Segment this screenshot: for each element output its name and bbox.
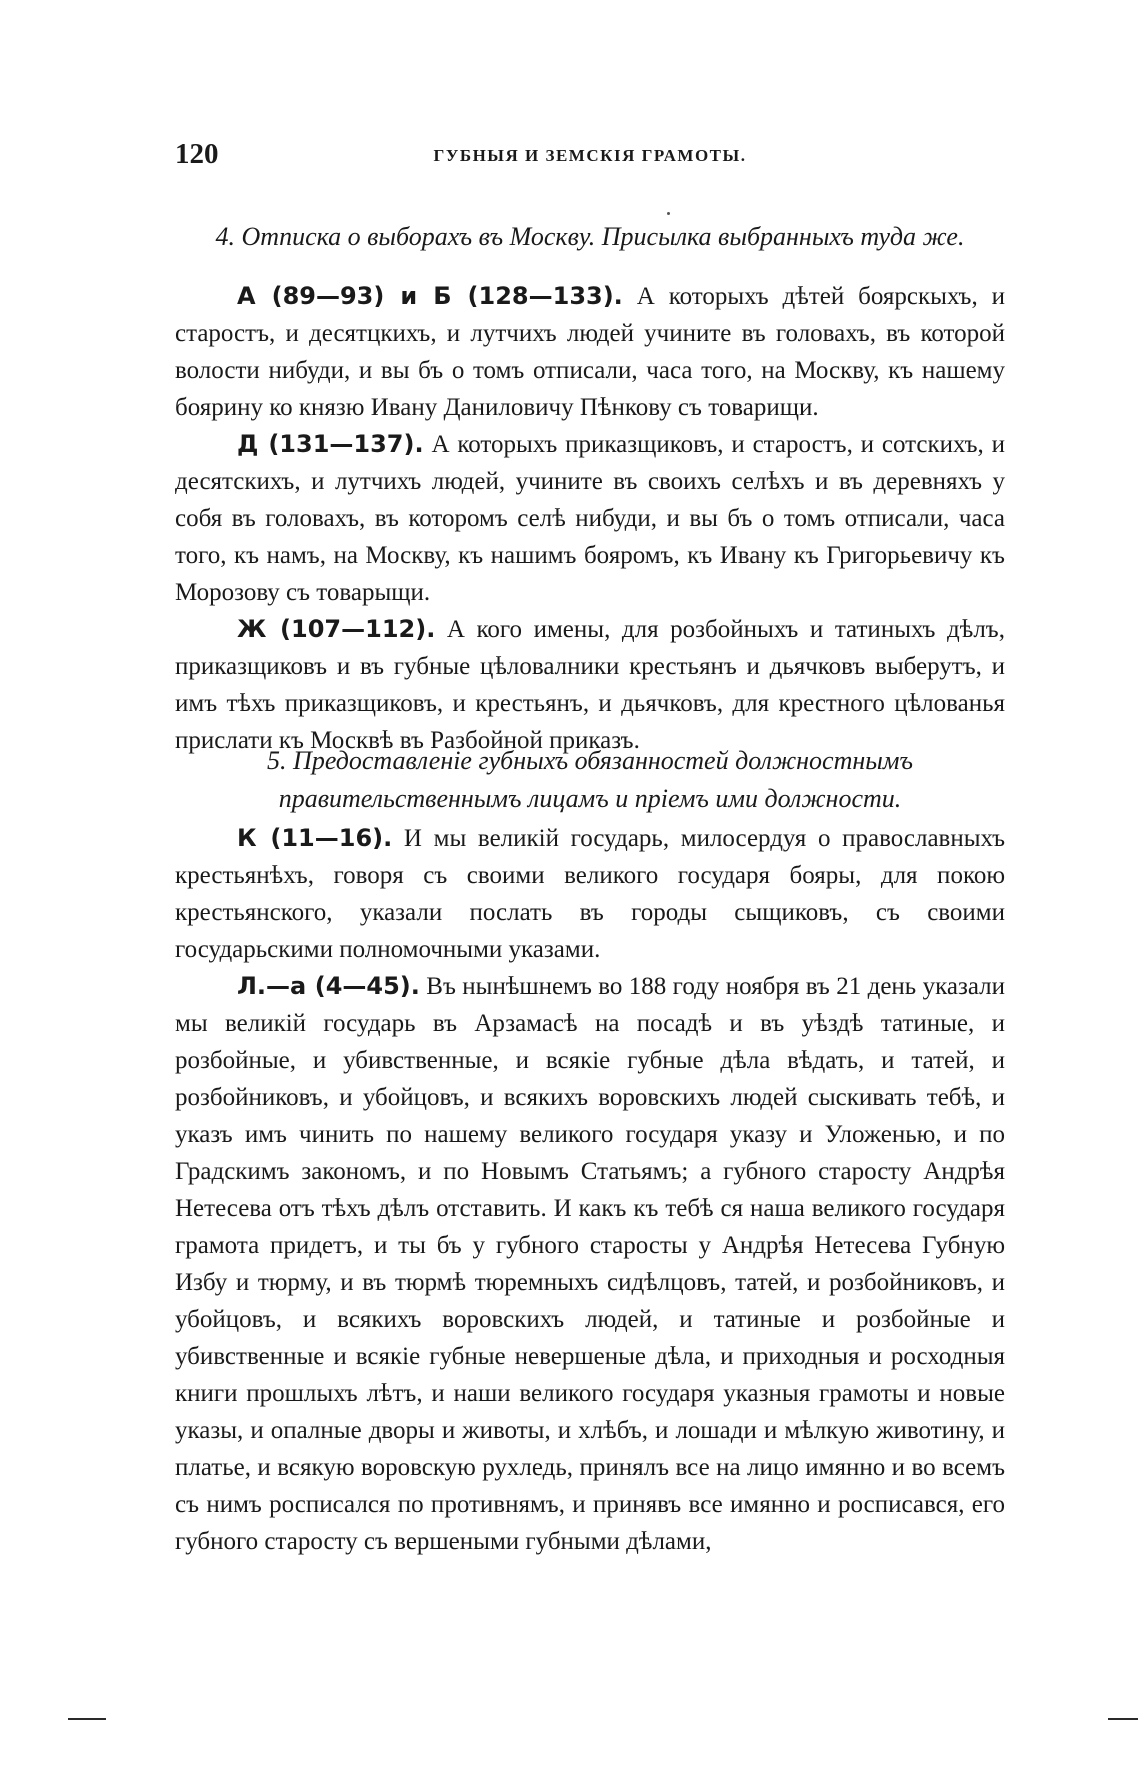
paragraph-text: А кого имены, для розбойныхъ и татиныхъ дѣлъ, приказщиковъ и въ губные цѣловалники крестьянъ и дьячковъ выберутъ, и имъ тѣхъ приказщиковъ, и крестьянъ, и дьячковъ, для крестного цѣлованья прислати къ Москвѣ въ Разбойной приказъ. [175,616,1005,754]
paragraph-d [175,426,1005,611]
paragraph-text: И мы великій государь, милосердуя о православныхъ крестьянѣхъ, говоря съ своими великого государя бояры, для покою крестьянского, указали послать въ городы сыщиковъ, съ своими государьскими полномочными указами. [175,825,1005,963]
paragraph-l-a [175,968,1005,1560]
paragraph-a-b [175,278,1005,426]
paragraph-text: А которыхъ дѣтей боярскыхъ, и старостъ, и десятцкихъ, и лутчихъ людей учините въ головахъ, въ которой волости нибуди, и вы бъ о томъ отписали, часа того, на Москву, къ нашему боярину ко князю Ивану Даниловичу Пѣнкову съ товарищи. [175,283,1005,421]
ink-speck [667,212,670,215]
running-head [175,138,1005,178]
section-4-body [175,278,1005,759]
section-5-heading: 5. Предоставленіе губныхъ обязанностей должностнымъ правительственнымъ лицамъ и пріемъ ими должности. [267,746,913,813]
section-5-body [175,820,1005,1560]
section-4-heading: 4. Отписка о выборахъ въ Москву. Присылка выбранныхъ туда же. [215,222,965,251]
paragraph-text: А которыхъ приказщиковъ, и старостъ, и сотскихъ, и десятскихъ, и лутчихъ людей, учините въ своихъ селѣхъ и въ деревняхъ у собя въ головахъ, въ которомъ селѣ нибуди, и вы бъ о томъ отписали, часа того, къ намъ, на Москву, къ нашимъ бояромъ, къ Ивану къ Григорьевичу къ Морозову съ товарыщи. [175,431,1005,606]
paragraph-zh [175,611,1005,759]
paragraph-text: Въ нынѣшнемъ во 188 году ноября въ 21 день указали мы великій государь въ Арзамасѣ на посадѣ и въ уѣздѣ татиные, и розбойные, и убивственные, и всякіе губные дѣла вѣдать, и татей, и розбойниковъ, и убойцовъ, и всякихъ воровскихъ людей сыскивать тебѣ, и указъ имъ чинить по нашему великого государя указу и Уложенью, и по Градскимъ закономъ, и по Новымъ Статьямъ; а губного старосту Андрѣя Нетесева отъ тѣхъ дѣлъ отставить. И какъ къ тебѣ ся наша великого государя грамота придетъ, и ты бъ у губного старосты у Андрѣя Нетесева Губную Избу и тюрму, и въ тюрмѣ тюремныхъ сидѣлцовъ, татей, и розбойниковъ, и убойцовъ, и всякихъ воровскихъ людей, и татиные и розбойные и убивственные и всякіе губные невершеные дѣла, и приходныя и росходныя книги прошлыхъ лѣтъ, и наши великого государя указныя грамоты и новые указы, и опалные дворы и животы, и хлѣбъ, и лошади и мѣлкую животину, и платье, и всякую воровскую рухледь, принялъ все на лицо имянно и во всемъ съ нимъ росписался по противнямъ, и принявъ все имянно и росписався, его губного старосту съ вершеными губными дѣлами, [175,973,1005,1555]
page [175,0,1005,1766]
source-siglum: А (89—93) и Б (128—133). [237,282,623,310]
paragraph-k [175,820,1005,968]
source-siglum: Ж (107—112). [237,615,436,643]
page-title: ГУБНЫЯ И ЗЕМСКІЯ ГРАМОТЫ. [433,146,747,165]
source-siglum: К (11—16). [237,824,393,852]
source-siglum: Л.—а (4—45). [237,972,420,1000]
margin-mark-right [1108,1718,1138,1720]
margin-mark-left [68,1718,106,1720]
source-siglum: Д (131—137). [237,430,424,458]
page-number: 120 [175,138,219,170]
